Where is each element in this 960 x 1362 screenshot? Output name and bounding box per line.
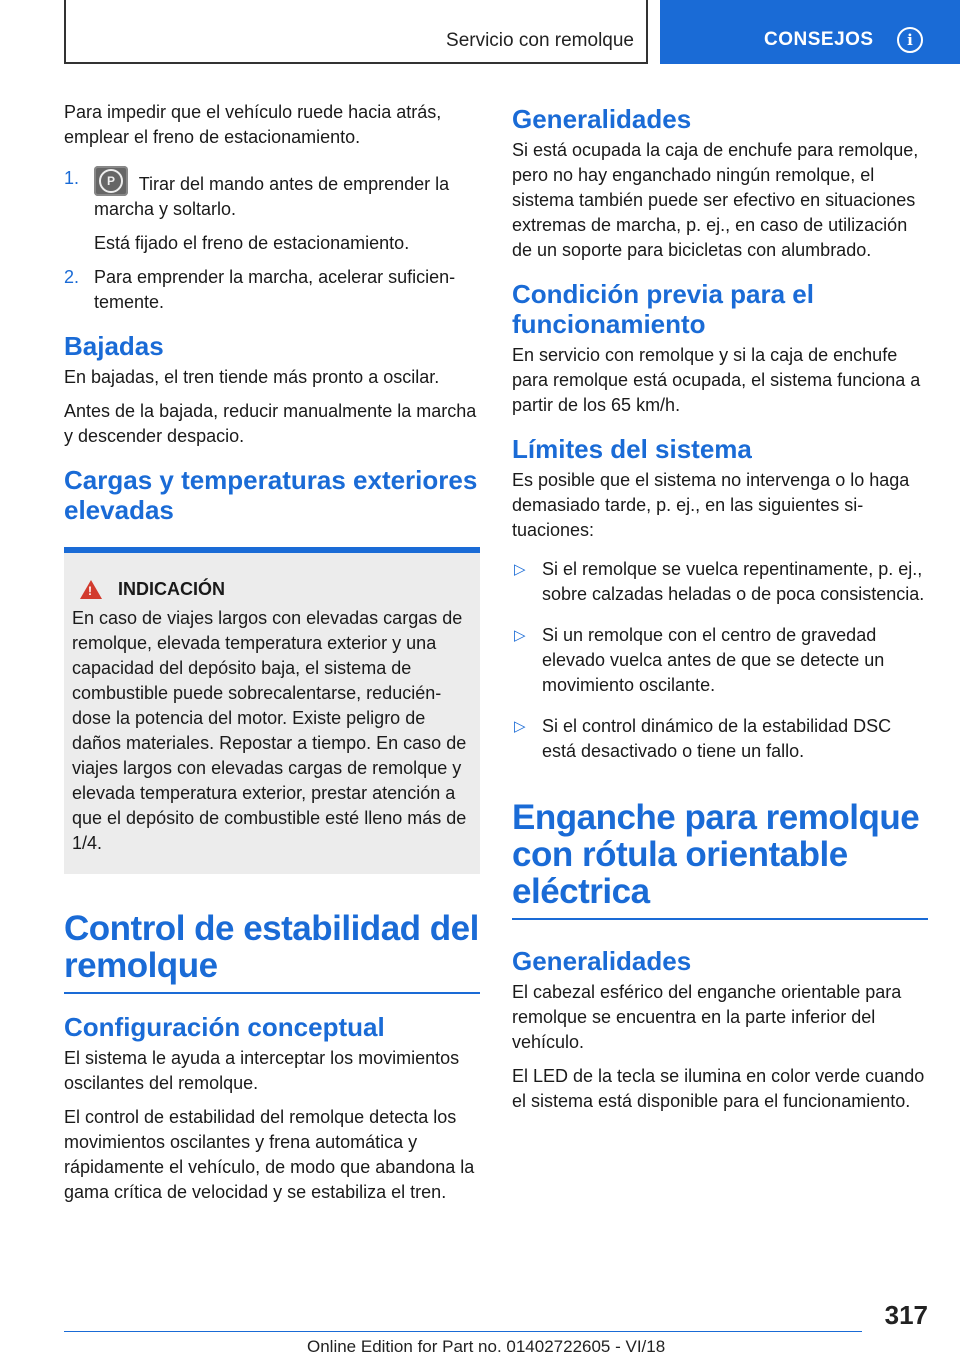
- footer-divider: [64, 1331, 862, 1332]
- bajadas-heading: Bajadas: [64, 331, 164, 361]
- info-icon[interactable]: i: [897, 27, 923, 53]
- list-item: ▷ Si el control dinámico de la estabilidad DSC está desactivado o tiene un fallo.: [514, 716, 892, 761]
- section-divider: [64, 992, 480, 994]
- consejos-tab[interactable]: [660, 0, 960, 64]
- bajadas-paragraph-2: Antes de la bajada, reducir manualmente la marcha y descender despacio.: [64, 401, 477, 446]
- generalidades-2-paragraph-1: El cabezal esférico del enganche orientable para remolque se encuentra en la parte inferior del vehículo.: [512, 982, 902, 1052]
- generalidades-2-paragraph-2: El LED de la tecla se ilumina en color verde cuando el sistema está disponible para el funcionamiento.: [512, 1066, 925, 1111]
- consejos-label: CONSEJOS: [764, 29, 874, 50]
- list-item: ▷ Si un remolque con el centro de gravedad elevado vuelca antes de que se detecte un movimiento oscilante.: [514, 625, 885, 695]
- section-title: Servicio con remolque: [446, 30, 634, 51]
- warning-note: [64, 547, 480, 874]
- control-heading: Control de estabilidad del remolque: [64, 909, 479, 985]
- header-bar: [64, 0, 648, 64]
- step-text: Para emprender la marcha, acelerar suficientemente.: [94, 267, 456, 312]
- generalidades-paragraph: Si está ocupada la caja de enchufe para remolque, pero no hay enganchado ningún remolque, el sistema también puede ser efectivo en situaciones extremas de marcha, p. ej., en caso de utilización de un soporte para bicicletas con alumbrado.: [512, 140, 919, 260]
- edition-footer: Online Edition for Part no. 01402722605 - VI/18: [307, 1337, 666, 1356]
- intro-paragraph: Para impedir que el vehículo ruede hacia atrás, emplear el freno de estacionamiento.: [64, 102, 442, 147]
- condicion-paragraph: En servicio con remolque y si la caja de enchufe para remolque está ocupada, el sistema funciona a partir de los 65 km/h.: [512, 345, 921, 415]
- step-number: 2.: [64, 267, 80, 287]
- generalidades-2-heading: Generalidades: [512, 946, 692, 976]
- cargas-heading: Cargas y temperaturas exteriores elevadas: [64, 465, 478, 525]
- enganche-heading: Enganche para remolque con rótula orientable eléctrica: [512, 798, 920, 911]
- step-number: 1.: [64, 168, 80, 188]
- note-header: [72, 579, 472, 600]
- note-text: En caso de viajes largos con elevadas cargas de remolque, elevada temperatura exterior y una capacidad del depósito baja, el sistema de combustible puede sobrecalentarse, reduciéndose la potencia del motor. Existe peligro de daños materiales. Repostar a tiempo. En caso de viajes largos con elevadas cargas de remolque y elevada temperatura exterior, prestar atención a que el depósito de combustible esté lleno más de 1/4.: [72, 608, 467, 853]
- limites-heading: Límites del sistema: [512, 434, 752, 464]
- warning-icon: !: [80, 580, 102, 599]
- bullet-triangle-icon: ▷: [514, 627, 526, 644]
- config-paragraph-2: El control de estabilidad del remolque detecta los movimientos oscilantes y frena automática y rápidamente el vehículo, de modo que abandona la gama crítica de velocidad y se estabiliza el tren.: [64, 1107, 475, 1202]
- config-heading: Configuración conceptual: [64, 1012, 385, 1042]
- config-paragraph-1: El sistema le ayuda a interceptar los movimientos oscilantes del remolque.: [64, 1048, 460, 1093]
- condicion-heading: Condición previa para el funcionamiento: [512, 279, 814, 339]
- right-column: [512, 100, 928, 1123]
- step-2: [64, 265, 480, 315]
- note-title: INDICACIÓN: [118, 579, 225, 599]
- bajadas-paragraph-1: En bajadas, el tren tiende más pronto a oscilar.: [64, 367, 440, 387]
- section-divider: [512, 918, 928, 920]
- limites-paragraph: Es posible que el sistema no intervenga o lo haga demasiado tarde, p. ej., en las siguientes situaciones:: [512, 470, 910, 540]
- step-text: Tirar del mando antes de emprender la marcha y soltarlo.: [94, 174, 450, 219]
- step-1: [64, 166, 480, 222]
- list-item: ▷ Si el remolque se vuelca repentinamente, p. ej., sobre calzadas heladas o de poca consistencia.: [514, 559, 925, 604]
- bullet-triangle-icon: ▷: [514, 561, 526, 578]
- step-result-text: Está fijado el freno de estacionamiento.: [94, 233, 410, 253]
- parking-brake-icon: P: [94, 166, 128, 196]
- bullet-triangle-icon: ▷: [514, 718, 526, 735]
- step-1-result: [64, 231, 480, 256]
- generalidades-heading: Generalidades: [512, 104, 692, 134]
- page-number: 317: [884, 1300, 928, 1330]
- left-column: [64, 100, 480, 1214]
